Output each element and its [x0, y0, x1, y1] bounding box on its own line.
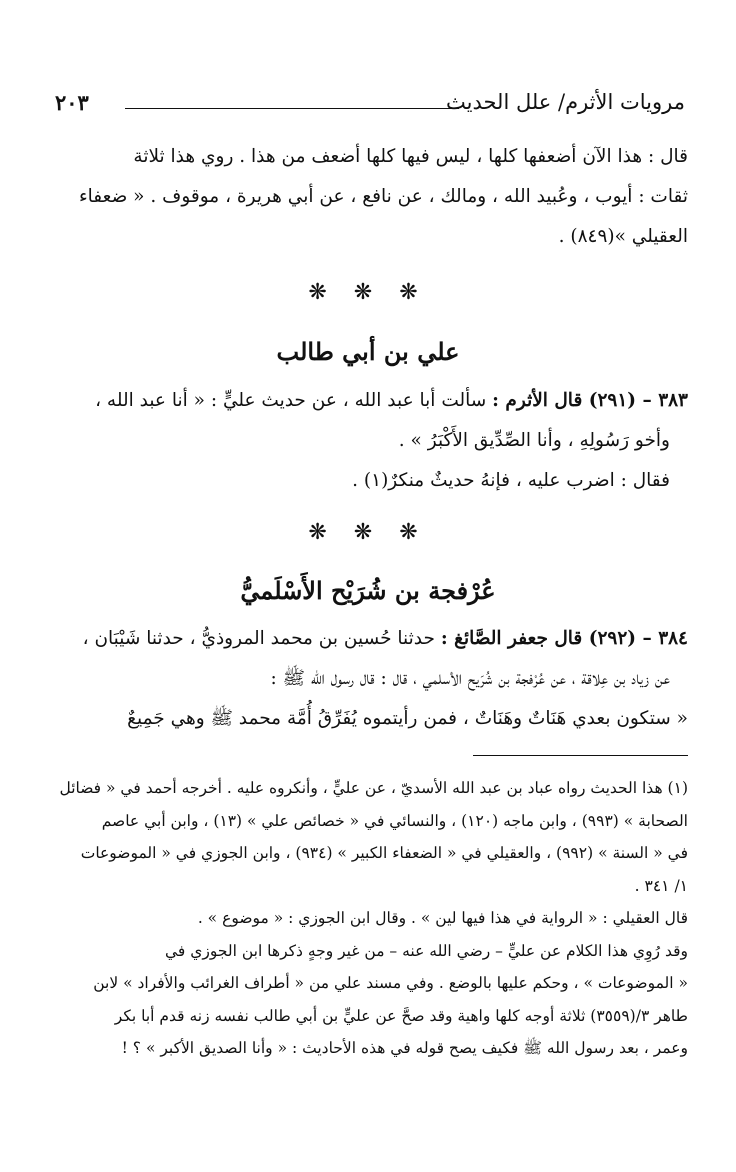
- footnote-line: وقد رُوِي هذا الكلام عن عليٍّ – رضي الله عنه – من غير وجهٍ ذكرها ابن الجوزي في: [164, 941, 688, 960]
- header-rule: [125, 108, 459, 109]
- text-line: « ستكون بعدي هَنَاتٌ وهَنَاتٌ ، فمن رأيتموه يُفَرِّقُ أُمَّة محمد ﷺ وهي جَمِيعٌ: [127, 708, 688, 729]
- footnotes: [48, 772, 688, 1065]
- footnote-line: الصحابة » (٩٩٣) ، وابن ماجه (١٢٠) ، والنسائي في « خصائص علي » (١٣) ، وابن أبي عاصم: [101, 811, 688, 830]
- section-title: علي بن أبي طالب: [276, 337, 460, 366]
- footnote-line: في « السنة » (٩٩٢) ، والعقيلي في « الضعفاء الكبير » (٩٣٤) ، وابن الجوزي في « الموضوعات: [80, 844, 688, 862]
- section-separator: ❋ ❋ ❋: [308, 520, 428, 545]
- text-line: [48, 619, 688, 659]
- entry-text: حدثنا حُسين بن محمد المروذيُّ ، حدثنا شَيْبَان ،: [82, 628, 435, 649]
- footnote-line: وعمر ، بعد رسول الله ﷺ فكيف يصح قوله في هذه الأحاديث : « وأنا الصديق الأكبر » ؟ !: [121, 1039, 688, 1057]
- footnote-line: طاهر ٣/(٣٥٥٩) ثلاثة أوجه كلها واهية وقد صحَّ عن عليٍّ بن أبي طالب نفسه زنه قدم أبا بكر: [114, 1006, 688, 1025]
- text-line: فقال : اضرب عليه ، فإنهُ حديثٌ منكرٌ(١) .: [352, 470, 670, 491]
- footnote-line: ١/ ٣٤١ .: [634, 876, 688, 895]
- page-number: ٢٠٣: [55, 90, 89, 115]
- text-line: [48, 381, 688, 421]
- text-line: العقيلي »(٨٤٩) .: [558, 226, 688, 247]
- text-line: ثقات : أيوب ، وعُبيد الله ، ومالك ، عن نافع ، عن أبي هريرة ، موقوف . « ضعفاء: [78, 186, 688, 207]
- footnote-line: قال العقيلي : « الرواية في هذا فيها لين » . وقال ابن الجوزي : « موضوع » .: [197, 909, 688, 927]
- text-line: وأخو رَسُولِهِ ، وأنا الصِّدِّيق الأَكْبَرُ » .: [398, 430, 670, 451]
- section-separator: ❋ ❋ ❋: [308, 280, 428, 305]
- entry-number: ٣٨٣ – (٢٩١) قال الأثرم :: [492, 390, 688, 411]
- text-line: قال : هذا الآن أضعفها كلها ، ليس فيها كلها أضعف من هذا . روي هذا ثلاثة: [133, 146, 688, 167]
- entry-383: [48, 381, 688, 501]
- entry-number: ٣٨٤ – (٢٩٢) قال جعفر الصَّائغ :: [440, 628, 688, 649]
- section-title: عُرْفجة بن شُرَيْح الأَسْلَميُّ: [240, 576, 496, 605]
- entry-text: سألت أبا عبد الله ، عن حديث عليٍّ : « أنا عبد الله ،: [95, 390, 487, 411]
- header-title: مرويات الأثرم/ علل الحديث: [446, 90, 685, 114]
- running-header: [55, 84, 685, 124]
- intro-paragraph: [48, 137, 688, 257]
- footnote-line: (١) هذا الحديث رواه عباد بن عبد الله الأسديّ ، عن عليٍّ ، وأنكروه عليه . أخرجه أحمد في « فضائل: [59, 779, 688, 797]
- footnote-rule: [473, 755, 688, 756]
- text-line: عن زياد بن عِلاقة ، عن عُرْفجة بن شُرَيح الأسلمي ، قال : قال رسول الله ﷺ :: [270, 668, 670, 689]
- footnote-line: « الموضوعات » ، وحكم عليها بالوضع . وفي مسند علي من « أطراف الغرائب والأفراد » لابن: [93, 974, 688, 992]
- entry-384: [48, 619, 688, 739]
